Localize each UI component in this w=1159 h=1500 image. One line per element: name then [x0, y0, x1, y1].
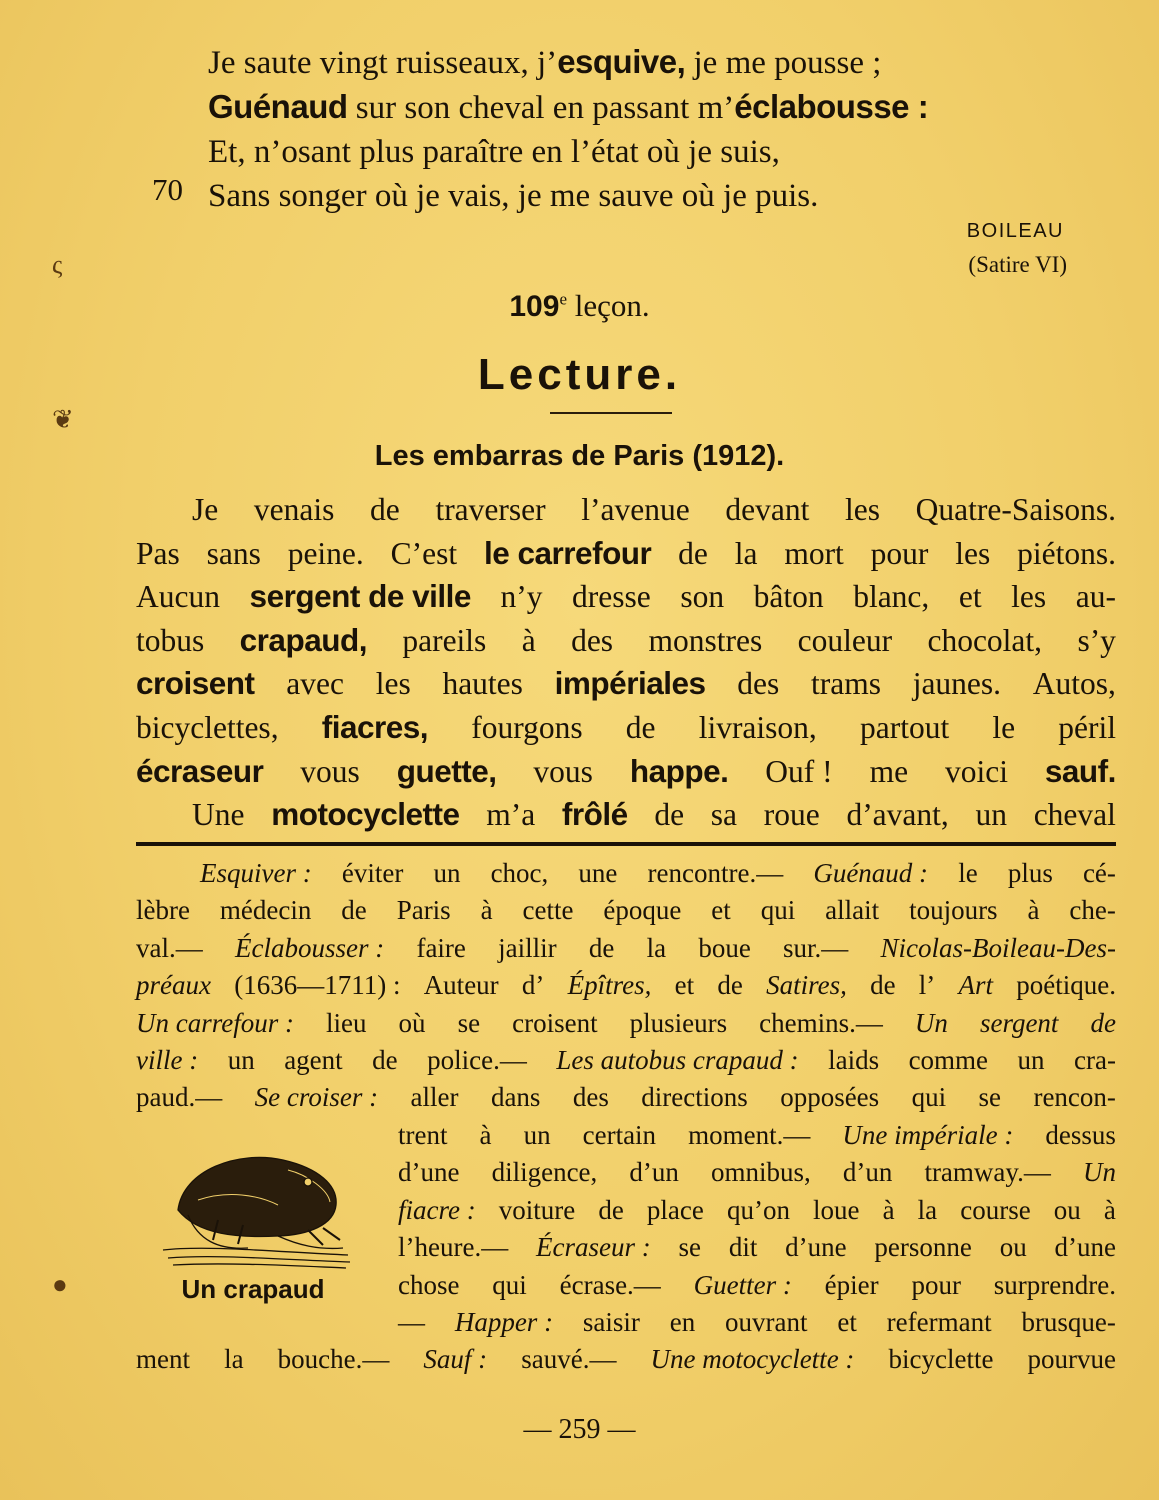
word: — — [398, 1306, 425, 1337]
word: choc, — [490, 858, 549, 888]
word: lèbre — [136, 895, 190, 926]
word: bâton — [753, 579, 824, 615]
word: de — [870, 970, 896, 1001]
text-line — [136, 619, 1116, 663]
word: blanc, — [853, 579, 930, 615]
note-term: Éclabousser : — [234, 932, 385, 963]
word: m’a — [486, 797, 536, 833]
word: hautes — [442, 666, 523, 702]
note-term: préaux — [136, 970, 211, 1001]
word: le — [958, 858, 978, 888]
word: diligence, — [491, 1157, 598, 1188]
word: personne — [874, 1232, 972, 1263]
word: un — [523, 1120, 551, 1150]
word: cheval — [1033, 797, 1116, 833]
note-term: Écraseur : — [536, 1232, 651, 1263]
vocab-word: Guénaud — [208, 88, 348, 125]
text-line — [136, 532, 1116, 576]
text-line — [398, 1192, 1116, 1229]
vocabulary-notes — [136, 855, 1116, 1117]
word: la — [734, 535, 758, 571]
word: partout — [859, 709, 950, 745]
word: au- — [1075, 579, 1116, 615]
vocab-word: fiacres, — [321, 708, 429, 745]
margin-mark: ς — [52, 250, 63, 279]
lesson-number: 109 — [509, 290, 560, 323]
word: tobus — [136, 622, 205, 658]
note-term: Une impériale : — [842, 1120, 1014, 1150]
word: qu’on — [726, 1194, 790, 1225]
text-line — [136, 855, 1116, 892]
text-line — [136, 1042, 1116, 1079]
word: fourgons — [471, 709, 583, 745]
word: se — [978, 1082, 1002, 1113]
note-term: Happer : — [454, 1306, 554, 1337]
word: course — [960, 1194, 1031, 1225]
text-line — [136, 930, 1116, 967]
word: Ouf ! — [765, 753, 833, 789]
vocabulary-notes-end — [136, 1341, 1116, 1378]
word: piétons. — [1017, 535, 1116, 571]
word: où — [398, 1007, 426, 1038]
word: chocolat, — [927, 622, 1043, 658]
page-number: — 259 — — [523, 1414, 636, 1445]
word: jaillir — [498, 932, 557, 963]
word: le — [992, 709, 1016, 745]
word: moment.— — [688, 1120, 811, 1150]
word: Pas — [136, 535, 180, 571]
text-line — [136, 488, 1116, 532]
word: (1636—1711) : — [234, 970, 401, 1001]
vocab-word: guette, — [396, 752, 497, 789]
poem-text: Je saute vingt ruisseaux, j’ — [208, 45, 558, 81]
word: venais — [253, 492, 335, 527]
word: pareils — [402, 622, 487, 658]
word: omnibus, — [710, 1157, 811, 1188]
word: en — [669, 1306, 696, 1337]
word: de — [717, 970, 743, 1001]
poem-text: Sans songer où je vais, je me sauve où je puis. — [208, 178, 819, 214]
word: sauvé.— — [521, 1344, 617, 1374]
note-term: Un carrefour : — [136, 1007, 294, 1038]
word: des — [737, 666, 780, 702]
text-line — [136, 706, 1116, 750]
note-term: Guénaud : — [813, 858, 929, 888]
note-term: Sauf : — [423, 1344, 488, 1374]
word: d’une — [785, 1232, 847, 1263]
word: et — [837, 1306, 857, 1337]
poem-line — [208, 174, 1108, 218]
word: sans — [206, 535, 261, 571]
word: trams — [810, 666, 881, 702]
word: boue — [698, 932, 751, 963]
word: à — [1027, 895, 1040, 926]
word: mort — [784, 535, 844, 571]
word: la — [917, 1194, 938, 1225]
text-line — [398, 1267, 1116, 1304]
word: plusieurs — [629, 1007, 728, 1038]
poem-text: je me pousse ; — [685, 45, 882, 81]
word: toujours — [909, 895, 998, 926]
word: d’un — [842, 1157, 893, 1188]
lesson-number-sup: e — [559, 289, 567, 309]
word: et — [711, 895, 731, 926]
word: de — [678, 535, 708, 571]
word: tramway.— — [924, 1157, 1051, 1188]
word: de — [588, 932, 615, 963]
word: Aucun — [136, 579, 220, 615]
word: traverser — [435, 492, 546, 527]
word: d’une — [1054, 1232, 1116, 1263]
note-term: sergent — [979, 1007, 1059, 1038]
text-line — [398, 1117, 1116, 1154]
word: de — [370, 492, 400, 527]
word: agent — [284, 1044, 343, 1075]
word: opposées — [780, 1082, 880, 1113]
poem-line — [208, 40, 1108, 85]
word: époque — [603, 895, 682, 926]
word: aller — [410, 1082, 459, 1113]
note-term: Nicolas-Boileau-Des- — [880, 932, 1116, 963]
word: croisent — [512, 1007, 598, 1038]
word: plus — [1007, 858, 1053, 888]
word: cette — [522, 895, 574, 926]
margin-mark: ❦ — [52, 405, 74, 434]
word: médecin — [219, 895, 312, 926]
word: pourvue — [1027, 1344, 1116, 1374]
word: rencon- — [1033, 1082, 1116, 1113]
note-term: de — [1090, 1007, 1116, 1038]
word: bouche.— — [277, 1344, 390, 1374]
word: de — [625, 709, 656, 745]
word: roue — [763, 797, 820, 833]
word: refermant — [886, 1306, 992, 1337]
text-line — [136, 1005, 1116, 1042]
word: à — [1103, 1194, 1116, 1225]
word: Paris — [396, 895, 451, 926]
word: Je — [192, 492, 219, 527]
notes-divider — [136, 842, 1116, 846]
word: un — [1017, 1044, 1045, 1075]
word: un — [433, 858, 461, 888]
word: chemins.— — [759, 1007, 883, 1038]
word: dans — [490, 1082, 541, 1113]
text-line — [136, 1079, 1116, 1116]
word: avec — [286, 666, 344, 702]
word: brusque- — [1021, 1306, 1116, 1337]
poem-source: (Satire VI) — [968, 252, 1067, 277]
word: dresse — [572, 579, 651, 615]
word: monstres — [648, 622, 763, 658]
word: faire — [416, 932, 466, 963]
word: voici — [944, 753, 1008, 789]
text-line — [398, 1304, 1116, 1341]
lesson-heading — [0, 288, 1159, 324]
word: lieu — [326, 1007, 367, 1038]
word: de — [598, 1194, 624, 1225]
word: dit — [728, 1232, 758, 1263]
word: n’y — [500, 579, 543, 615]
word: dessus — [1045, 1120, 1116, 1150]
word: éviter — [341, 858, 404, 888]
word: qui — [492, 1269, 527, 1300]
word: sa — [710, 797, 738, 833]
word: un — [227, 1044, 255, 1075]
margin-mark: ● — [52, 1270, 68, 1299]
word: vous — [533, 753, 593, 789]
word: allait — [825, 895, 880, 926]
poem-text: Et, n’osant plus paraître en l’état où je suis, — [208, 134, 780, 170]
word: à — [480, 895, 493, 926]
note-term: Épîtres, — [567, 970, 652, 1001]
text-line — [136, 575, 1116, 619]
note-term: fiacre : — [398, 1194, 476, 1225]
word: Auteur — [423, 970, 499, 1001]
word: police.— — [427, 1044, 527, 1075]
poem — [208, 40, 1108, 218]
word: loue — [813, 1194, 860, 1225]
word: la — [224, 1344, 244, 1374]
poem-author: BOILEAU — [966, 220, 1064, 242]
vocab-word: impériales — [554, 665, 706, 702]
vocab-word: crapaud, — [239, 621, 367, 658]
word: des — [572, 1082, 609, 1113]
word: Une — [192, 797, 245, 833]
note-term: Une motocyclette : — [650, 1344, 855, 1374]
word: certain — [582, 1120, 657, 1150]
reading-subtitle: Les embarras de Paris (1912). — [374, 440, 785, 472]
text-line — [136, 1341, 1116, 1378]
word: qui — [911, 1082, 947, 1113]
word: voiture — [498, 1194, 576, 1225]
word: poétique. — [1016, 970, 1116, 1001]
note-term: Satires, — [766, 970, 847, 1001]
toad-engraving-icon — [158, 1140, 353, 1270]
word: bicyclettes, — [136, 709, 279, 745]
word: péril — [1058, 709, 1116, 745]
vocab-word: sauf. — [1044, 752, 1116, 789]
word: trent — [398, 1120, 448, 1150]
word: sur.— — [783, 932, 849, 963]
word: d’ — [521, 970, 545, 1001]
word: comme — [908, 1044, 989, 1075]
word: vous — [300, 753, 360, 789]
word: saisir — [582, 1306, 640, 1337]
word: les — [845, 492, 880, 527]
word: Quatre-Saisons. — [915, 492, 1116, 527]
word: l’avenue — [581, 492, 690, 527]
word: l’heure.— — [398, 1232, 509, 1263]
word: ouvrant — [725, 1306, 808, 1337]
word: cra- — [1074, 1044, 1116, 1075]
word: qui — [760, 895, 796, 926]
word: les — [375, 666, 411, 702]
word: peine. — [287, 535, 364, 571]
page-title: Lecture. — [477, 350, 682, 399]
word: place — [646, 1194, 704, 1225]
word: paud.— — [136, 1082, 223, 1113]
poem-line — [208, 85, 1108, 130]
word: à — [882, 1194, 895, 1225]
word: les — [1011, 579, 1047, 615]
text-line — [136, 892, 1116, 929]
vocab-word: le carrefour — [483, 534, 652, 571]
vocab-word: sergent de ville — [249, 578, 471, 615]
word: une — [578, 858, 618, 888]
vocab-word: esquive, — [557, 43, 686, 80]
word: épier — [824, 1269, 879, 1300]
word: ou — [1053, 1194, 1081, 1225]
vocab-word: éclabousse : — [734, 88, 929, 125]
word: l’ — [918, 970, 936, 1001]
word: de — [372, 1044, 398, 1075]
poem-text: sur son cheval en passant m’ — [347, 90, 735, 126]
word: s’y — [1077, 622, 1116, 658]
word: livraison, — [698, 709, 817, 745]
word: la — [646, 932, 667, 963]
word: écrase.— — [559, 1269, 661, 1300]
word: jaunes. — [912, 666, 1002, 702]
word: me — [869, 753, 909, 789]
vocab-word: happe. — [629, 752, 729, 789]
word: C’est — [390, 535, 458, 571]
note-term: Esquiver : — [200, 858, 312, 888]
word: ou — [999, 1232, 1027, 1263]
note-term: ville : — [136, 1044, 199, 1075]
word: surprendre. — [993, 1269, 1116, 1300]
word: couleur — [797, 622, 893, 658]
word: devant — [725, 492, 810, 527]
word: les — [955, 535, 991, 571]
text-line — [398, 1154, 1116, 1191]
word: de — [341, 895, 367, 926]
note-term: Guetter : — [693, 1269, 792, 1300]
note-term: Un — [914, 1007, 948, 1038]
vocab-word: frôlé — [561, 796, 628, 833]
reading-text — [136, 488, 1116, 837]
text-line — [136, 750, 1116, 794]
text-line — [398, 1229, 1116, 1266]
poem-line — [208, 130, 1108, 174]
word: son — [680, 579, 725, 615]
word: se — [678, 1232, 702, 1263]
word: pour — [870, 535, 929, 571]
vocab-word: écraseur — [136, 752, 264, 789]
note-term: Art — [958, 970, 994, 1001]
lesson-word: leçon. — [574, 288, 650, 323]
word: che- — [1069, 895, 1116, 926]
word: de — [654, 797, 685, 833]
word: et — [674, 970, 695, 1001]
word: un — [975, 797, 1007, 833]
figure-caption: Un crapaud — [181, 1274, 325, 1304]
vocab-word: motocyclette — [271, 796, 460, 833]
vocab-word: croisent — [136, 665, 255, 702]
word: val.— — [136, 932, 203, 963]
word: cé- — [1082, 858, 1116, 888]
word: se — [457, 1007, 481, 1038]
note-term: Se croiser : — [254, 1082, 379, 1113]
text-line — [136, 662, 1116, 706]
word: directions — [641, 1082, 748, 1113]
text-line — [136, 793, 1116, 837]
vocabulary-notes-beside-figure — [398, 1117, 1116, 1341]
word: des — [571, 622, 614, 658]
note-term: Un — [1083, 1157, 1116, 1188]
word: laids — [828, 1044, 880, 1075]
word: à — [479, 1120, 492, 1150]
text-line — [136, 967, 1116, 1004]
word: bicyclette — [888, 1344, 994, 1374]
word: d’avant, — [846, 797, 949, 833]
word: rencontre.— — [647, 858, 784, 888]
word: à — [521, 622, 536, 658]
note-term: Les autobus crapaud : — [556, 1044, 799, 1075]
poem-line-number: 70 — [152, 172, 183, 207]
title-divider — [550, 412, 672, 414]
word: chose — [398, 1269, 460, 1300]
word: ment — [136, 1344, 190, 1374]
word: d’un — [629, 1157, 679, 1188]
word: Autos, — [1032, 666, 1116, 702]
word: et — [958, 579, 982, 615]
word: pour — [911, 1269, 961, 1300]
word: d’une — [398, 1157, 460, 1188]
